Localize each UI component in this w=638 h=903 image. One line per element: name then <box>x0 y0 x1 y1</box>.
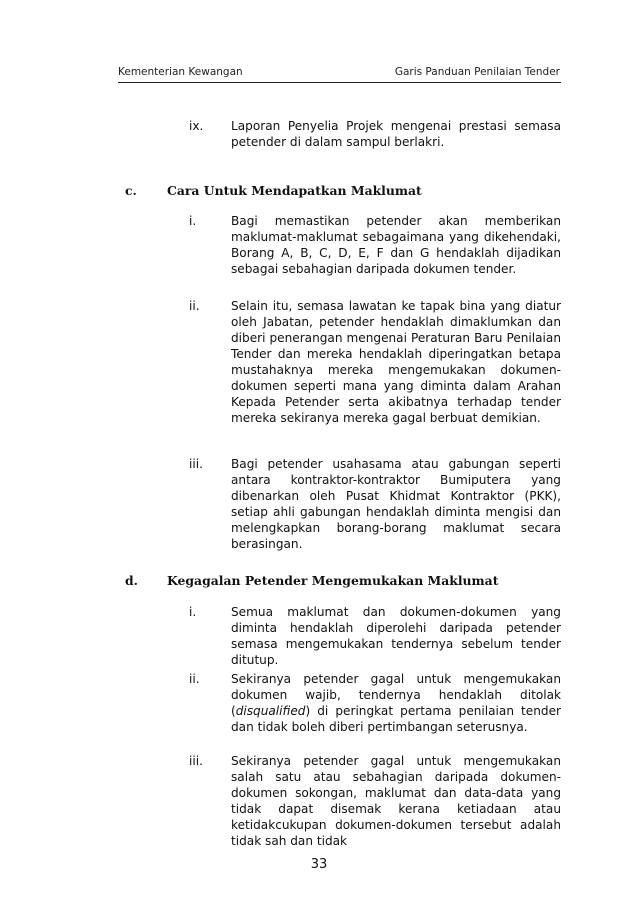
item-text: Selain itu, semasa lawatan ke tapak bina yang diatur oleh Jabatan, petender hendaklah dimaklumkan dan diberi penerangan mengenai Peraturan Baru Penilaian Tender dan mereka hendaklah diperingatkan betapa mustahaknya mereka mengemukakan dokumen-dokumen seperti mana yang diminta dalam Arahan Kepada Petender serta akibatnya terhadap tender mereka sekiranya mereka gagal berbuat demikian. <box>231 299 561 425</box>
item-text: Sekiranya petender gagal untuk mengemukakan salah satu atau sebahagian daripada dokumen-dokumen sokongan, maklumat dan data-data yang tidak dapat disemak kerana ketiadaan atau ketidakcukupan dokumen-dokumen tersebut adalah tidak sah dan tidak <box>231 754 561 848</box>
item-number: i. <box>189 214 197 228</box>
list-item-d-i <box>189 604 561 668</box>
page-header <box>118 66 560 78</box>
item-number: ii. <box>189 672 200 686</box>
page-number: 33 <box>310 857 328 872</box>
header-left: Kementerian Kewangan <box>118 66 243 78</box>
list-item-d-ii <box>189 671 561 735</box>
item-text-italic: disqualified <box>235 704 306 718</box>
list-item-d-iii <box>189 753 561 849</box>
list-item-c-iii <box>189 456 561 552</box>
list-item-ix <box>189 118 561 150</box>
section-title: Kegagalan Petender Mengemukakan Maklumat <box>167 573 499 588</box>
header-right: Garis Panduan Penilaian Tender <box>394 66 560 78</box>
item-number: iii. <box>189 754 203 768</box>
item-number: ix. <box>189 119 204 133</box>
item-text <box>231 671 561 735</box>
item-text: Bagi petender usahasama atau gabungan seperti antara kontraktor-kontraktor Bumiputera yang dibenarkan oleh Pusat Khidmat Kontraktor (PKK), setiap ahli gabungan hendaklah diminta mengisi dan melengkapkan borang-borang maklumat secara berasingan. <box>231 457 561 551</box>
list-item-c-i <box>189 213 561 277</box>
item-text: Laporan Penyelia Projek mengenai prestasi semasa petender di dalam sampul berlakri. <box>231 119 561 149</box>
section-number: d. <box>125 573 138 588</box>
item-text: Semua maklumat dan dokumen-dokumen yang diminta hendaklah diperolehi daripada petender semasa mengemukakan tendernya sebelum tender ditutup. <box>231 605 561 667</box>
item-text-part: Sekiranya petender gagal untuk mengemukakan dokumen wajib, tendernya hendaklah ditolak ( <box>231 672 561 718</box>
item-number: ii. <box>189 299 200 313</box>
header-divider <box>118 82 561 83</box>
section-title: Cara Untuk Mendapatkan Maklumat <box>167 183 422 198</box>
list-item-c-ii <box>189 298 561 426</box>
item-text: Bagi memastikan petender akan memberikan maklumat-maklumat sebagaimana yang dikehendaki, Borang A, B, C, D, E, F dan G hendaklah dijadikan sebagai sebahagian daripada dokumen tender. <box>231 214 561 276</box>
item-number: i. <box>189 605 197 619</box>
item-text-part: ) di peringkat pertama penilaian tender dan tidak boleh diberi pertimbangan seterusnya. <box>231 704 561 734</box>
item-number: iii. <box>189 457 203 471</box>
section-number: c. <box>125 183 137 198</box>
